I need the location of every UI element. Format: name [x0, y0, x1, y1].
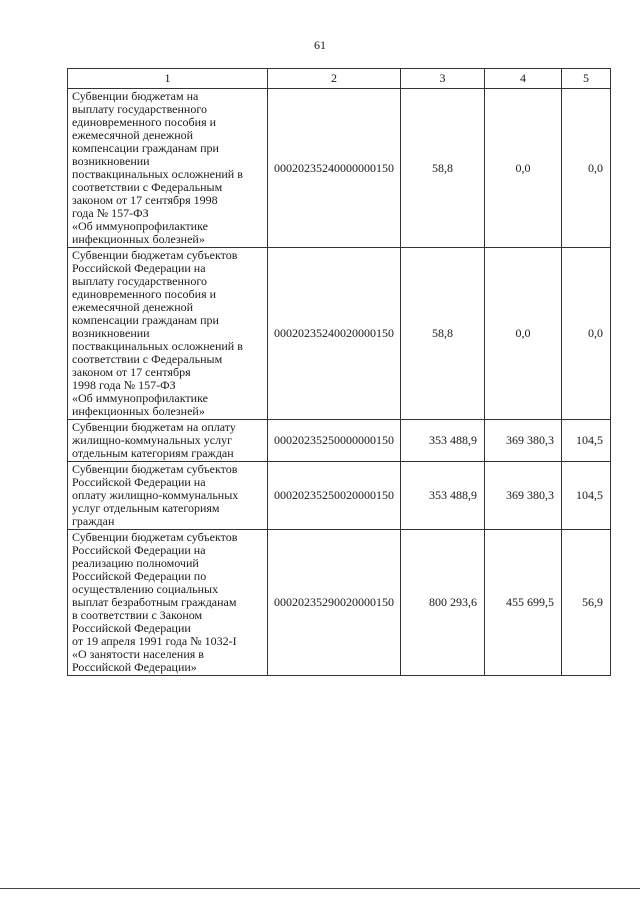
value-col-4: 0,0	[485, 248, 562, 420]
description-line: законом от 17 сентября 1998	[72, 193, 218, 207]
description-line: поствакцинальных осложнений в	[72, 167, 243, 181]
value-col-5: 0,0	[562, 248, 611, 420]
budget-code: 00020235290020000150	[268, 530, 401, 676]
budget-code: 00020235250000000150	[268, 420, 401, 462]
row-description	[68, 248, 268, 420]
table-row	[68, 420, 611, 462]
row-description	[68, 462, 268, 530]
value-col-3: 58,8	[401, 248, 485, 420]
description-line: Российской Федерации по	[72, 569, 207, 583]
value-col-4: 369 380,3	[485, 420, 562, 462]
table-row	[68, 530, 611, 676]
description-line: «Об иммунопрофилактике	[72, 219, 208, 233]
page-number: 61	[314, 38, 326, 52]
description-line: Субвенции бюджетам на оплату	[72, 420, 236, 434]
description-line: выплату государственного	[72, 102, 207, 116]
description-line: граждан	[72, 514, 115, 528]
value-col-3: 800 293,6	[401, 530, 485, 676]
description-line: соответствии с Федеральным	[72, 180, 223, 194]
description-line: инфекционных болезней»	[72, 232, 205, 246]
column-header-3: 3	[401, 69, 485, 89]
description-line: единовременного пособия и	[72, 115, 217, 129]
value-col-3: 353 488,9	[401, 420, 485, 462]
description-line: возникновении	[72, 326, 150, 340]
description-line: осуществлению социальных	[72, 582, 219, 596]
budget-code: 00020235250020000150	[268, 462, 401, 530]
description-line: Российской Федерации»	[72, 660, 197, 674]
row-description	[68, 420, 268, 462]
value-col-5: 56,9	[562, 530, 611, 676]
description-line: инфекционных болезней»	[72, 404, 205, 418]
table-row	[68, 89, 611, 248]
value-col-4: 0,0	[485, 89, 562, 248]
description-line: ежемесячной денежной	[72, 300, 194, 314]
value-col-5: 104,5	[562, 462, 611, 530]
description-line: законом от 17 сентября	[72, 365, 191, 379]
description-line: реализацию полномочий	[72, 556, 199, 570]
description-line: в соответствии с Законом	[72, 608, 203, 622]
description-line: Российской Федерации	[72, 621, 191, 635]
description-line: отдельным категориям граждан	[72, 446, 234, 460]
value-col-4: 455 699,5	[485, 530, 562, 676]
description-line: Субвенции бюджетам субъектов	[72, 530, 238, 544]
description-line: «Об иммунопрофилактике	[72, 391, 208, 405]
description-line: компенсации гражданам при	[72, 141, 219, 155]
description-line: Российской Федерации на	[72, 261, 206, 275]
description-line: Российской Федерации на	[72, 475, 206, 489]
budget-code: 00020235240020000150	[268, 248, 401, 420]
value-col-3: 58,8	[401, 89, 485, 248]
description-line: Субвенции бюджетам субъектов	[72, 462, 238, 476]
description-line: года № 157-ФЗ	[72, 206, 149, 220]
description-line: 1998 года № 157-ФЗ	[72, 378, 176, 392]
description-line: оплату жилищно-коммунальных	[72, 488, 239, 502]
budget-table	[67, 68, 611, 676]
table-row	[68, 462, 611, 530]
description-line: Субвенции бюджетам субъектов	[72, 248, 238, 262]
description-line: Субвенции бюджетам на	[72, 89, 199, 103]
description-line: единовременного пособия и	[72, 287, 217, 301]
description-line: Российской Федерации на	[72, 543, 206, 557]
description-line: поствакцинальных осложнений в	[72, 339, 243, 353]
description-line: жилищно-коммунальных услуг	[72, 433, 232, 447]
description-line: компенсации гражданам при	[72, 313, 219, 327]
column-header-4: 4	[485, 69, 562, 89]
value-col-5: 104,5	[562, 420, 611, 462]
description-line: «О занятости населения в	[72, 647, 204, 661]
value-col-5: 0,0	[562, 89, 611, 248]
value-col-4: 369 380,3	[485, 462, 562, 530]
column-header-1: 1	[68, 69, 268, 89]
description-line: выплату государственного	[72, 274, 207, 288]
description-line: ежемесячной денежной	[72, 128, 194, 142]
description-line: выплат безработным гражданам	[72, 595, 237, 609]
bottom-divider	[0, 888, 640, 889]
value-col-3: 353 488,9	[401, 462, 485, 530]
budget-code: 00020235240000000150	[268, 89, 401, 248]
column-header-2: 2	[268, 69, 401, 89]
column-header-5: 5	[562, 69, 611, 89]
description-line: услуг отдельным категориям	[72, 501, 220, 515]
row-description	[68, 530, 268, 676]
row-description	[68, 89, 268, 248]
table-row	[68, 248, 611, 420]
description-line: возникновении	[72, 154, 150, 168]
description-line: соответствии с Федеральным	[72, 352, 223, 366]
table-header-row	[68, 69, 611, 89]
description-line: от 19 апреля 1991 года № 1032-I	[72, 634, 237, 648]
